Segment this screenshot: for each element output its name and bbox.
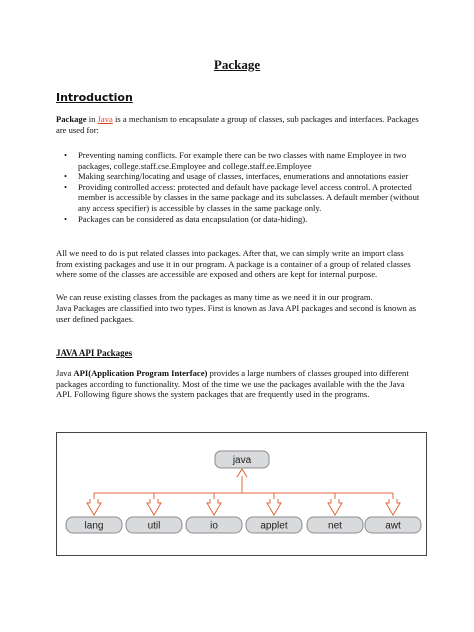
package-label-util: util — [147, 520, 161, 532]
api-pre-text: Java — [56, 368, 74, 378]
root-arrowhead — [237, 469, 247, 477]
package-label-lang: lang — [84, 520, 104, 532]
package-term: Package — [56, 114, 87, 124]
list-item: • Preventing naming conflicts. For example there can be two classes with name Employee in two packages, college.staff.cse.Employee and college.staff.ee.Employee — [56, 150, 422, 171]
api-packages-heading: JAVA API Packages — [56, 348, 133, 358]
api-paragraph — [56, 368, 422, 400]
package-label-net: net — [328, 520, 342, 532]
child-arrow — [87, 499, 101, 515]
body-paragraph-4: Java Packages are classified into two types. First is known as Java API packages and second is known as user defined packgaes. — [56, 303, 417, 324]
api-term: API(Application Program Interface) — [73, 368, 208, 378]
introduction-heading: Introduction — [56, 91, 133, 104]
child-arrow — [267, 499, 281, 515]
api-rest-text: provides a large numbers of classes grouped into different packages according to functionality. Most of the time we use the packages available with the the Java API. Following figure shows the system packages that are frequently used in the programs. — [56, 368, 409, 400]
java-root-label: java — [232, 455, 252, 466]
package-label-awt: awt — [385, 520, 401, 532]
child-arrow — [147, 499, 161, 515]
child-arrow — [386, 499, 400, 515]
intro-paragraph — [56, 114, 422, 135]
list-item: • Making searching/locating and usage of classes, interfaces, enumerations and annotations easier — [56, 171, 422, 182]
java-package-diagram — [56, 432, 427, 556]
package-label-applet: applet — [260, 520, 288, 532]
child-arrow — [207, 499, 221, 515]
body-paragraph-2: All we need to do is put related classes into packages. After that, we can simply write an import class from existing packages and use it in our program. A package is a container of a group of related classes where some of the classes are accessible are exposed and others are kept for internal purpose. — [56, 248, 411, 280]
list-item: • Providing controlled access: protected and default have package level access control. A protected member is accessible by classes in the same package and its subclasses. A default member (without any access specifier) is accessible by classes in the same package only. — [56, 182, 422, 214]
intro-rest-text: is a mechanism to encapsulate a group of classes, sub packages and interfaces. Packages are used for: — [56, 114, 419, 135]
package-label-io: io — [210, 520, 218, 532]
child-arrow — [328, 499, 342, 515]
page-title: Package — [213, 57, 261, 72]
package-tree-svg — [57, 433, 428, 557]
list-item: • Packages can be considered as data encapsulation (or data-hiding). — [56, 214, 422, 225]
package-uses-list — [56, 150, 422, 224]
body-paragraph-3: We can reuse existing classes from the packages as many time as we need it in our program. — [56, 292, 373, 302]
java-link[interactable]: Java — [97, 114, 113, 124]
intro-in-text: in — [86, 114, 98, 124]
